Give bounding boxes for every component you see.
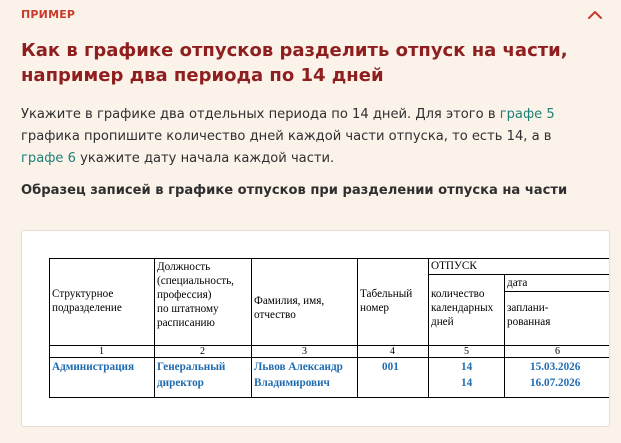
table-line	[504, 274, 505, 398]
table-line	[49, 397, 609, 398]
table-line	[49, 258, 609, 259]
paragraph-text: графика пропишите количество дней каждой части отпуска, то есть 14, а в	[21, 129, 552, 144]
sample-subheading: Образец записей в графике отпусков при разделении отпуска на части	[21, 183, 568, 198]
column-number: 5	[464, 346, 469, 357]
paragraph-text: укажите дату начала каждой части.	[75, 151, 335, 166]
cell-name: Львов Александр Владимирович	[254, 361, 343, 389]
table-line	[49, 345, 609, 346]
header-dept: Структурное подразделение	[52, 288, 122, 314]
table-line	[251, 258, 252, 398]
table-line	[357, 258, 358, 398]
link-column-5[interactable]: графе 5	[499, 107, 555, 122]
column-number: 1	[99, 346, 104, 357]
sample-form-panel	[21, 230, 610, 427]
column-number: 4	[390, 346, 395, 357]
table-line	[428, 274, 609, 275]
cell-tab-number: 001	[382, 361, 399, 373]
header-planned: заплани- рованная	[507, 302, 551, 328]
column-number: 2	[200, 346, 205, 357]
column-number: 3	[302, 346, 307, 357]
vacation-schedule-table	[49, 258, 609, 398]
chevron-up-icon[interactable]	[585, 5, 605, 25]
paragraph-text: Укажите в графике два отдельных периода по 14 дней. Для этого в	[21, 107, 500, 122]
table-line	[154, 258, 155, 398]
instruction-paragraph	[21, 104, 596, 170]
header-tab-number: Табельный номер	[360, 288, 413, 314]
header-days: количество календарных дней	[431, 288, 494, 328]
cell-dates: 15.03.2026 16.07.2026	[530, 361, 581, 389]
header-vacation: ОТПУСК	[431, 260, 477, 272]
column-number: 6	[555, 346, 560, 357]
cell-position: Генеральный директор	[157, 361, 226, 389]
cell-dept: Администрация	[52, 361, 135, 373]
cell-days: 14 14	[461, 361, 473, 389]
header-date: дата	[507, 277, 528, 289]
header-name: Фамилия, имя, отчество	[254, 295, 325, 321]
article-title: Как в графике отпусков разделить отпуск на части, например два периода по 14 дней	[21, 40, 568, 86]
table-line	[49, 258, 50, 398]
section-label: ПРИМЕР	[21, 8, 76, 21]
header-position: Должность (специальность, профессия) по штатному расписанию	[157, 261, 234, 329]
table-line	[428, 258, 429, 398]
link-column-6[interactable]: графе 6	[21, 151, 76, 166]
table-line	[504, 291, 609, 292]
table-line	[49, 357, 609, 358]
